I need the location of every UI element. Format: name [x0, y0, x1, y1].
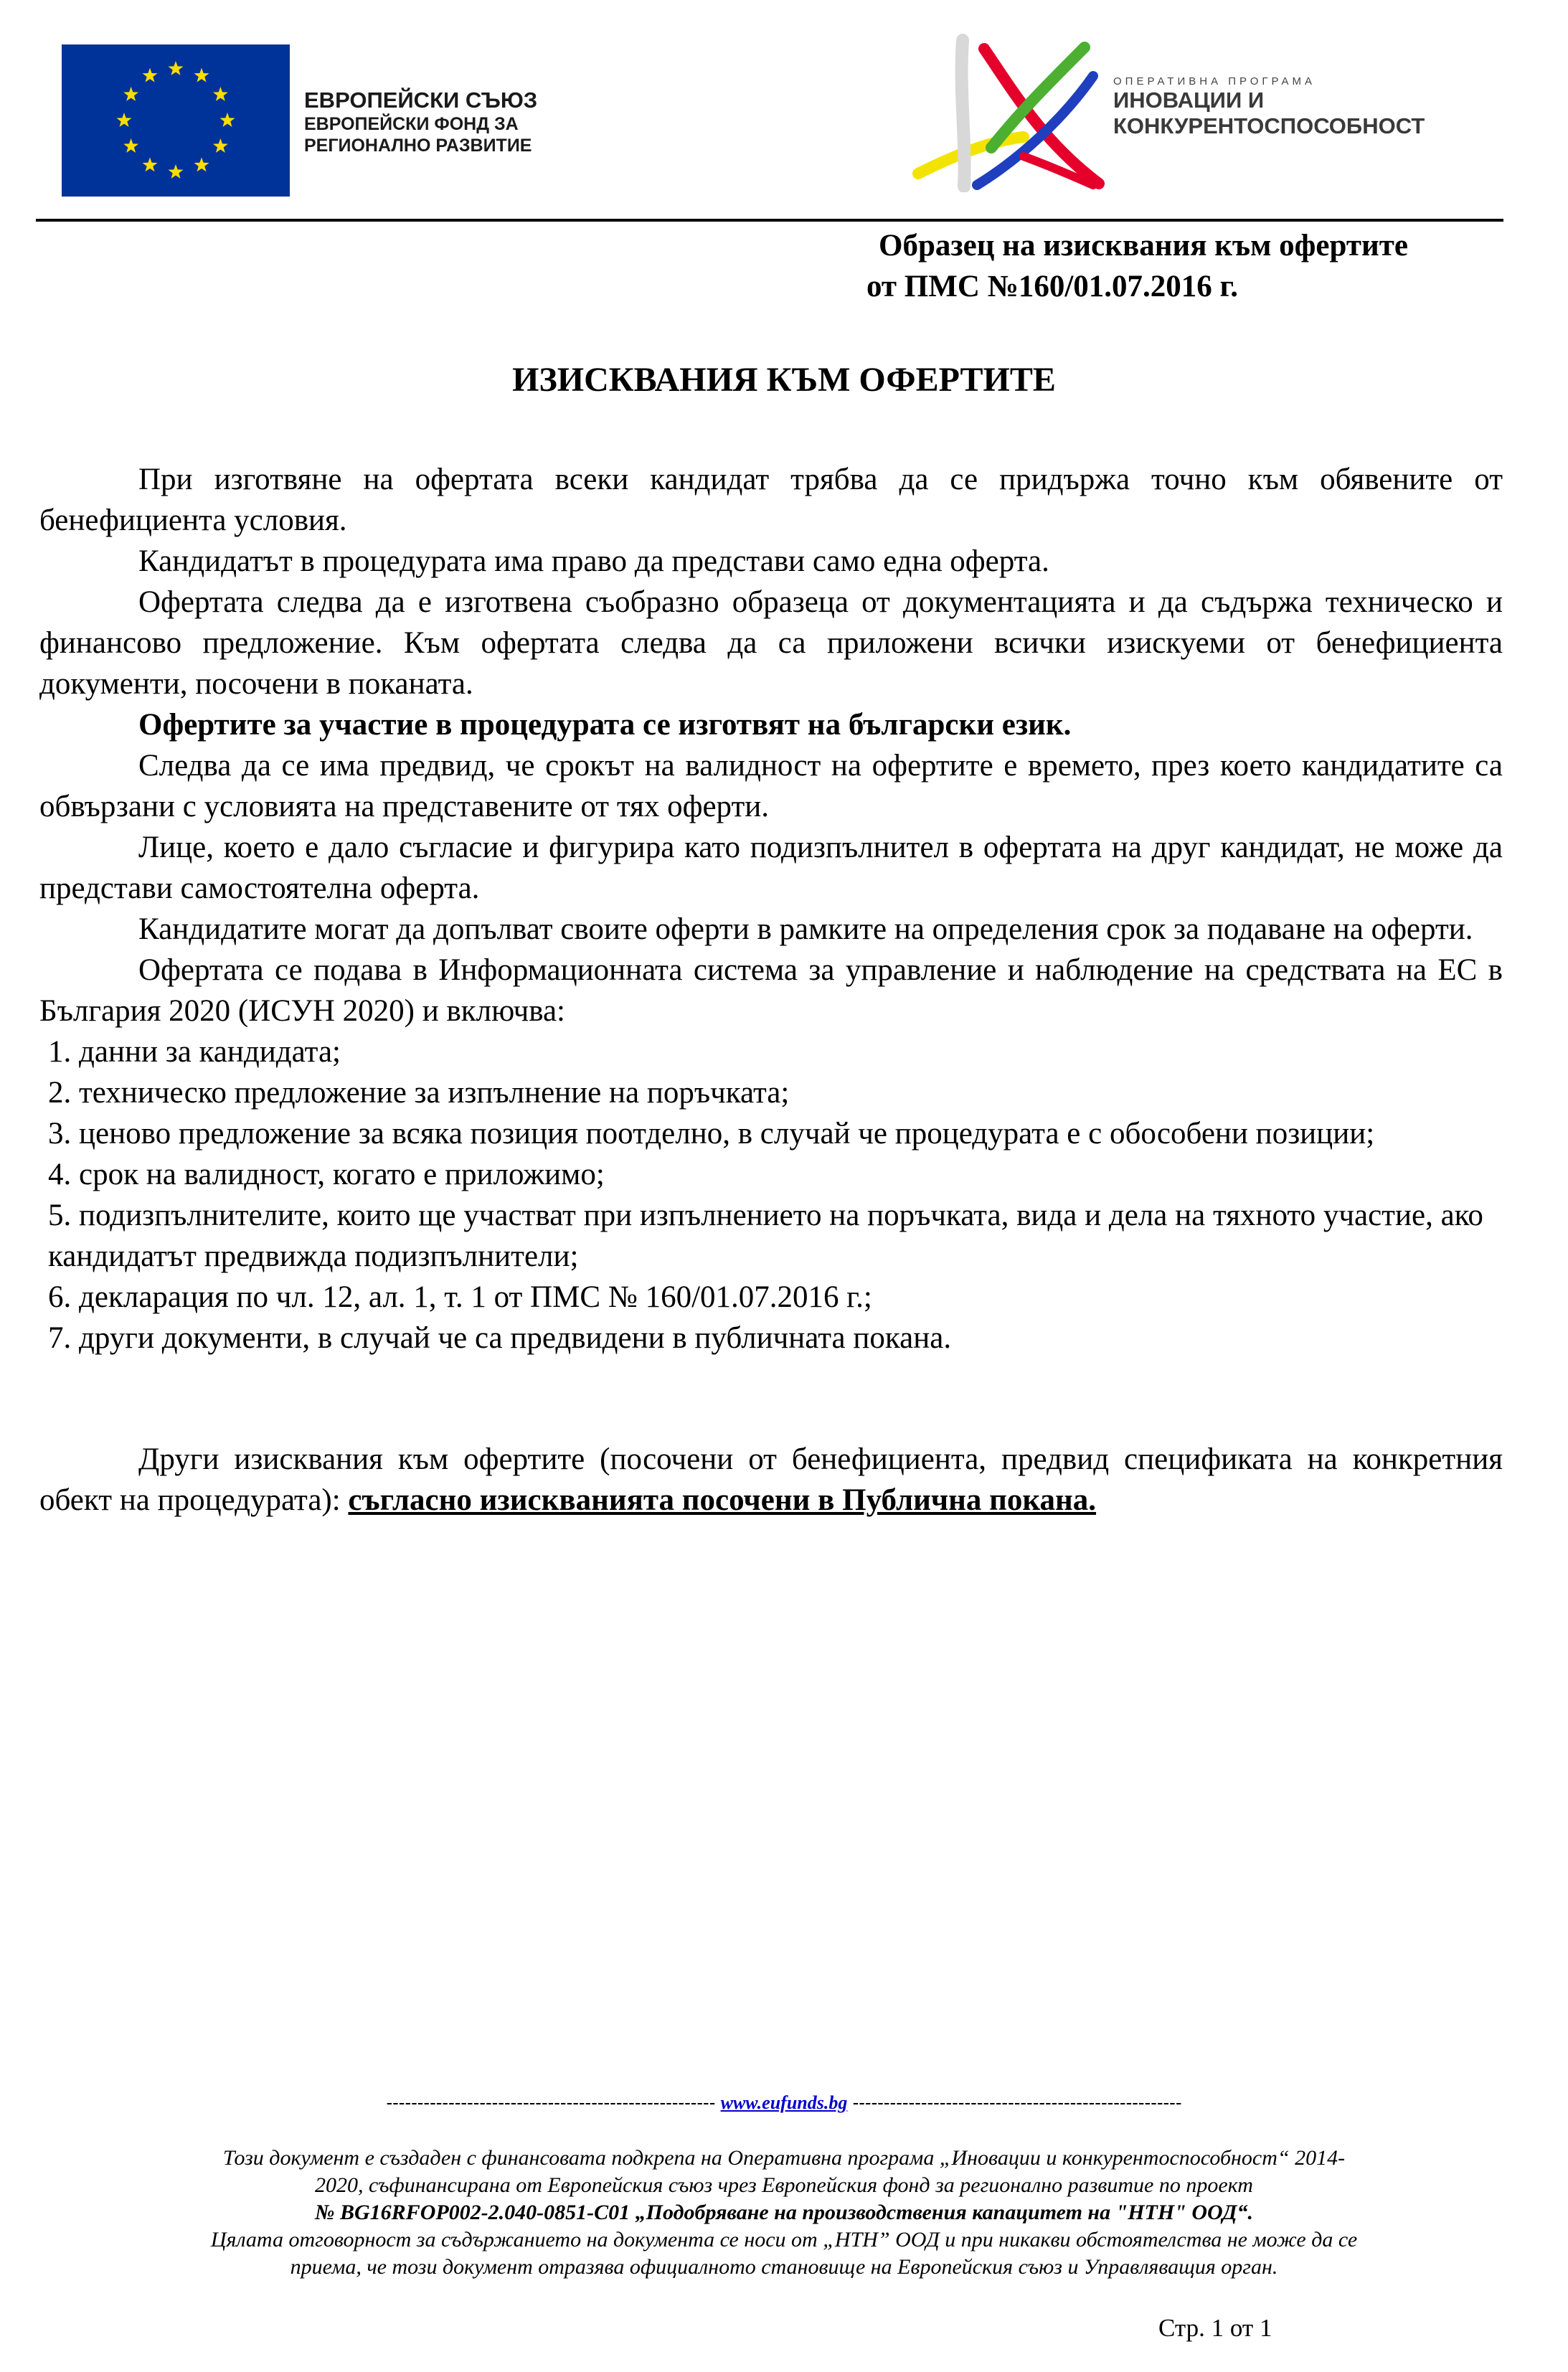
footer-line5: приема, че този документ отразява официалното становище на Европейския съюз и Управляващия орган. — [290, 2255, 1278, 2279]
form-reference-line2: от ПМС №160/01.07.2016 г. — [866, 270, 1238, 303]
other-requirements-value: съгласно изискванията посочени в Публична покана. — [348, 1483, 1097, 1517]
paragraph: Офертата следва да е изготвена съобразно образеца от документацията и да съдържа техническо и финансово предложение. Към офертата следва да са приложени всички изискуеми от бенефициента документи, посочени в поканата. — [39, 585, 1503, 701]
eu-logo-line2: ЕВРОПЕЙСКИ ФОНД ЗА — [304, 114, 519, 134]
list-item: 6. декларация по чл. 12, ал. 1, т. 1 от ПМС № 160/01.07.2016 г.; — [48, 1280, 872, 1314]
paragraph: Офертата се подава в Информационната система за управление и наблюдение на средствата на ЕС в България 2020 (ИСУН 2020) и включва: — [39, 953, 1503, 1028]
eu-star-icon — [143, 68, 158, 82]
program-logo-icon — [905, 33, 1113, 192]
footer-line2: 2020, съфинансирана от Европейския съюз чрез Европейския фонд за регионално развитие по проект — [315, 2173, 1253, 2197]
eu-star-icon — [220, 113, 235, 127]
eu-star-icon — [194, 68, 209, 82]
eu-logo-text — [304, 88, 537, 156]
eu-flag-logo — [62, 44, 290, 197]
eu-star-icon — [213, 138, 228, 153]
form-reference-line1: Образец на изисквания към офертите — [879, 229, 1408, 263]
eu-star-icon — [169, 164, 184, 179]
program-logo-line1: ОПЕРАТИВНА ПРОГРАМА — [1113, 75, 1316, 88]
program-logo-text — [1113, 75, 1425, 139]
footer-link-line — [0, 2090, 1568, 2115]
paragraph: Лице, което е дало съгласие и фигурира като подизпълнител в офертата на друг кандидат, не може да представи самостоятелна оферта. — [39, 831, 1503, 905]
eu-star-icon — [194, 157, 209, 171]
paragraph: Следва да се има предвид, че срокът на валидност на офертите е времето, през което кандидатите са обвързани с условията на представените от тях оферти. — [39, 749, 1503, 823]
other-requirements-text: Други изисквания към офертите (посочени от бенефициента, предвид спецификата на конкретния обект на процедурата): — [39, 1442, 1503, 1517]
page-number: Стр. 1 от 1 — [1158, 2314, 1272, 2342]
program-logo-line3: КОНКУРЕНТОСПОСОБНОСТ — [1113, 113, 1425, 138]
eu-stars-icon — [62, 44, 290, 197]
paragraph: При изготвяне на офертата всеки кандидат трябва да се придържа точно към обявените от бенефициента условия. — [39, 463, 1503, 537]
footer-line4: Цялата отговорност за съдържанието на документа се носи от „НТН” ООД и при никакви обстоятелства не може да се — [210, 2228, 1358, 2251]
other-requirements-paragraph — [39, 1439, 1503, 1521]
eu-star-icon — [117, 113, 132, 127]
list-item: 3. ценово предложение за всяка позиция поотделно, в случай че процедурата е с обособени позиции; — [48, 1117, 1375, 1150]
paragraph: Кандидатите могат да допълват своите оферти в рамките на определения срок за подаване на оферти. — [138, 912, 1473, 946]
eu-logo-line1: ЕВРОПЕЙСКИ СЪЮЗ — [304, 88, 538, 113]
eu-star-icon — [123, 138, 138, 153]
footer-dashes-right: ----------------------------------------------------- — [852, 2092, 1182, 2113]
eu-star-icon — [213, 87, 228, 101]
eufunds-link[interactable]: www.eufunds.bg — [720, 2092, 848, 2113]
footer-dashes-left: ----------------------------------------------------- — [386, 2092, 716, 2113]
document-title: ИЗИСКВАНИЯ КЪМ ОФЕРТИТЕ — [512, 361, 1056, 399]
eu-star-icon — [143, 157, 158, 171]
program-logo-line2: ИНОВАЦИИ И — [1113, 88, 1265, 113]
list-item: 2. техническо предложение за изпълнение на поръчката; — [48, 1076, 790, 1110]
list-item: 4. срок на валидност, когато е приложимо; — [48, 1158, 605, 1191]
list-item: 1. данни за кандидата; — [48, 1035, 341, 1069]
document-body — [39, 459, 1503, 1521]
eu-star-icon — [169, 61, 184, 75]
header-divider — [36, 219, 1503, 222]
paragraph-language-requirement: Офертите за участие в процедурата се изготвят на български език. — [138, 708, 1072, 742]
paragraph: Кандидатът в процедурата има право да представи само една оферта. — [138, 544, 1049, 578]
eu-star-icon — [123, 87, 138, 101]
footer-disclaimer — [0, 2145, 1568, 2281]
list-item: 7. други документи, в случай че са предвидени в публичната покана. — [48, 1321, 952, 1355]
list-item: 5. подизпълнителите, които ще участват при изпълнението на поръчката, вида и дела на тяхното участие, ако кандидатът предвижда подизпълнители; — [48, 1199, 1483, 1273]
eu-logo-line3: РЕГИОНАЛНО РАЗВИТИЕ — [304, 136, 532, 156]
footer-project-number: № BG16RFOP002-2.040-0851-C01 „Подобряване на производствения капацитет на "НТН" ООД“. — [315, 2201, 1253, 2224]
footer-line1: Този документ е създаден с финансовата подкрепа на Оперативна програма „Иновации и конкурентоспособност“ 2014- — [222, 2146, 1346, 2170]
